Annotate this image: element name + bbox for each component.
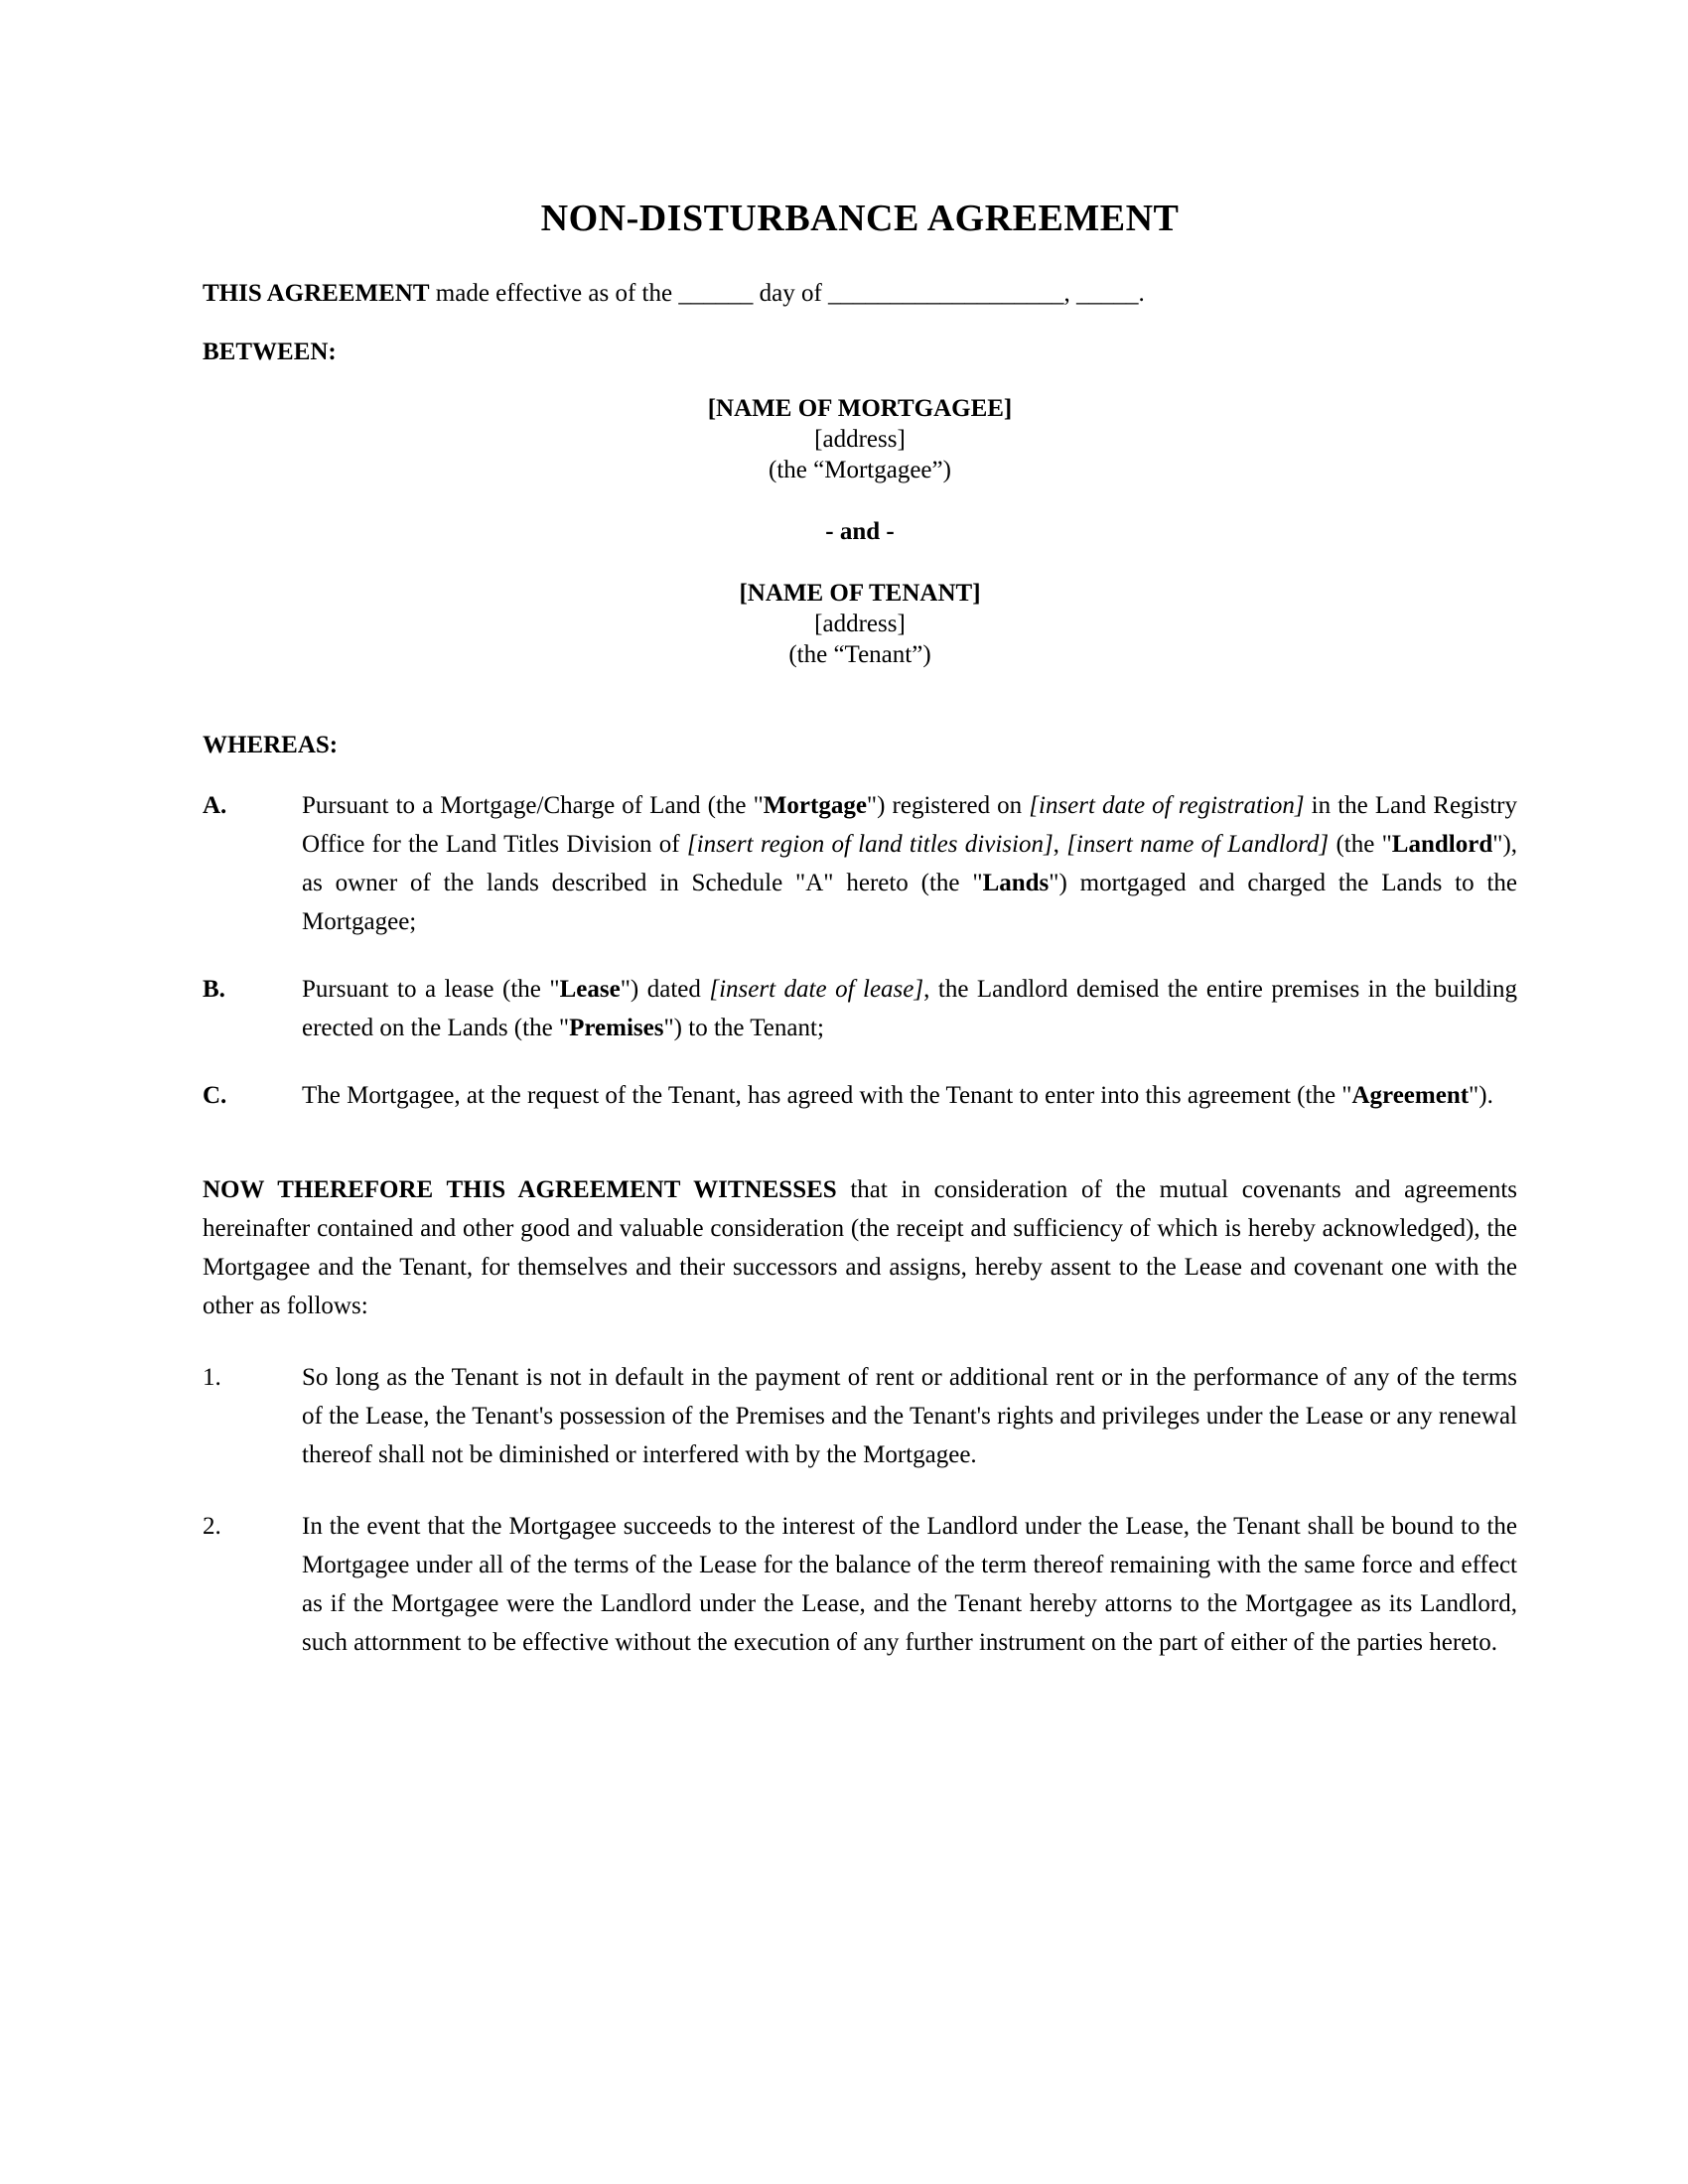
parties-separator: - and - (825, 518, 895, 545)
recital-c-marker: C. (203, 1082, 227, 1109)
clause-1 (203, 1358, 1517, 1474)
clause-2 (203, 1507, 1517, 1662)
recital-b (203, 970, 1517, 1047)
recital-b-marker: B. (203, 976, 225, 1003)
recital-b-text: Pursuant to a lease (the "Lease") dated [insert date of lease], the Landlord demised the entire premises in the building erected on the Lands (the "Premises") to the Tenant; (302, 976, 1518, 1041)
clause-1-text: So long as the Tenant is not in default in the payment of rent or additional rent or in the performance of any of the terms of the Lease, the Tenant's possession of the Premises and the Tenant's rights and privileges under the Lease or any renewal thereof shall not be diminished or interfered with by the Mortgagee. (302, 1364, 1517, 1468)
tenant-address: [address] (814, 611, 906, 637)
document-title: NON-DISTURBANCE AGREEMENT (540, 198, 1180, 239)
tenant-alias: (the “Tenant”) (788, 641, 931, 668)
recital-c (203, 1076, 1517, 1115)
recital-a-text: Pursuant to a Mortgage/Charge of Land (the "Mortgage") registered on [insert date of registration] in the Land Registry Office for the Land Titles Division of [insert region of land titles division], [insert name of Landlord] (the "Landlord"), as owner of the lands described in Schedule "A" hereto (the "Lands") mortgaged and charged the Lands to the Mortgagee; (302, 792, 1518, 935)
mortgagee-name: [NAME OF MORTGAGEE] (707, 395, 1013, 422)
clause-2-text: In the event that the Mortgagee succeeds to the interest of the Landlord under the Lease, the Tenant shall be bound to the Mortgagee under all of the terms of the Lease for the balance of the term thereof remaining with the same force and effect as if the Mortgagee were the Landlord under the Lease, and the Tenant hereby attorns to the Mortgagee as its Landlord, such attornment to be effective without the execution of any further instrument on the part of either of the parties hereto. (302, 1513, 1517, 1656)
tenant-name: [NAME OF TENANT] (739, 580, 981, 607)
clause-2-marker: 2. (203, 1513, 221, 1540)
mortgagee-address: [address] (814, 426, 906, 453)
parties-block (203, 393, 1517, 670)
between-label: BETWEEN: (203, 339, 337, 365)
whereas-label: WHEREAS: (203, 732, 339, 758)
mortgagee-alias: (the “Mortgagee”) (769, 457, 951, 483)
recital-c-text: The Mortgagee, at the request of the Tenant, has agreed with the Tenant to enter into this agreement (the "Agreement"). (302, 1082, 1493, 1109)
intro-clause: THIS AGREEMENT made effective as of the ______ day of ___________________, _____. (203, 280, 1145, 307)
recital-a (203, 786, 1517, 941)
clause-1-marker: 1. (203, 1364, 221, 1391)
recital-a-marker: A. (203, 792, 227, 819)
now-therefore-clause: NOW THEREFORE THIS AGREEMENT WITNESSES that in consideration of the mutual covenants and agreements hereinafter contained and other good and valuable consideration (the receipt and sufficiency of which is hereby acknowledged), the Mortgagee and the Tenant, for themselves and their successors and assigns, hereby assent to the Lease and covenant one with the other as follows: (203, 1176, 1517, 1319)
